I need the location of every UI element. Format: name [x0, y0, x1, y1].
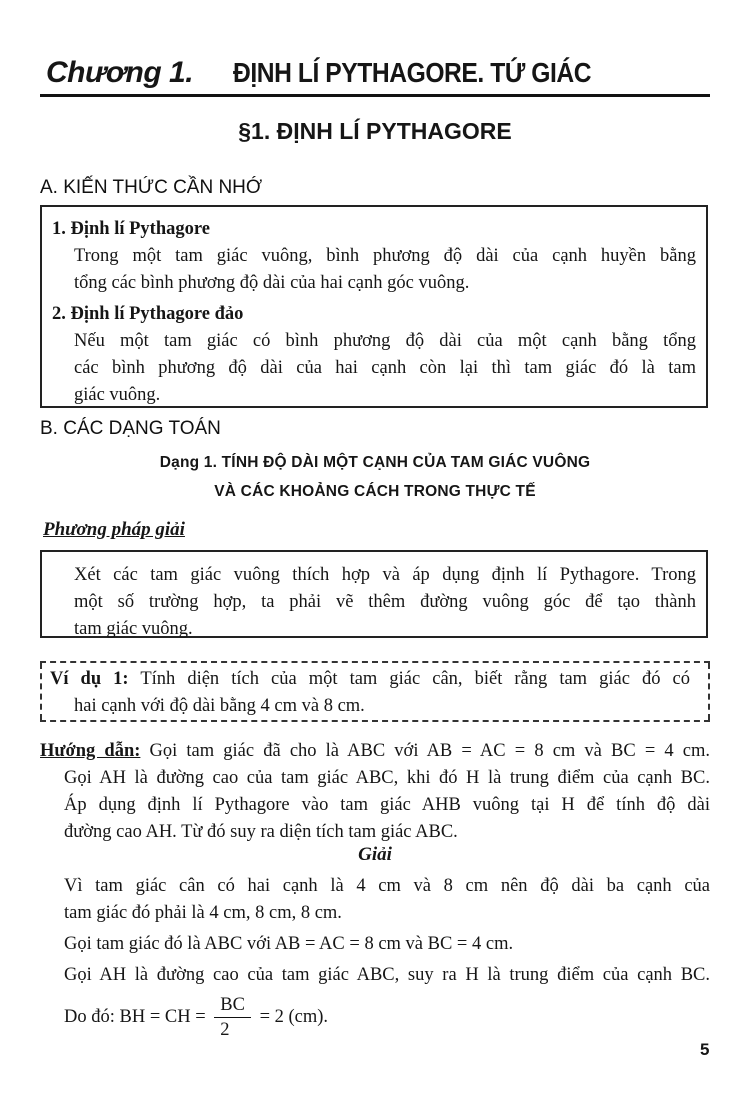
part-a-heading: A. KIẾN THỨC CẦN NHỚ — [40, 177, 263, 198]
example-box-right-border — [708, 663, 710, 720]
method-line: tam giác vuông. — [74, 619, 193, 639]
guide-label: Hướng dẫn: — [40, 741, 141, 761]
method-heading: Phương pháp giải — [43, 519, 185, 540]
converse-line: các bình phương độ dài của hai cạnh còn lại thì tam giác đó là tam — [74, 358, 696, 378]
part-b-heading: B. CÁC DẠNG TOÁN — [40, 418, 221, 439]
problem-type-subtitle: VÀ CÁC KHOẢNG CÁCH TRONG THỰC TẾ — [214, 483, 536, 500]
theorem-line: Trong một tam giác vuông, bình phương độ dài của cạnh huyền bằng — [74, 246, 696, 266]
problem-type-title: Dạng 1. TÍNH ĐỘ DÀI MỘT CẠNH CỦA TAM GIÁC VUÔNG — [159, 454, 591, 471]
formula-suffix: = 2 (cm). — [259, 1006, 329, 1027]
converse-theorem-title: 2. Định lí Pythagore đảo — [52, 304, 244, 324]
chapter-title: ĐỊNH LÍ PYTHAGORE. TỨ GIÁC — [233, 57, 592, 88]
method-line: Xét các tam giác vuông thích hợp và áp dụng định lí Pythagore. Trong — [74, 565, 696, 585]
formula-prefix: Do đó: BH = CH = — [64, 1006, 206, 1027]
example-box-left-border — [40, 663, 42, 720]
section-title: §1. ĐỊNH LÍ PYTHAGORE — [238, 118, 512, 144]
example-text — [50, 666, 690, 720]
solution-line: Gọi AH là đường cao của tam giác ABC, suy ra H là trung điểm của cạnh BC. — [64, 965, 710, 985]
example-line: Tính diện tích của một tam giác cân, biết rằng tam giác đó có — [128, 669, 690, 689]
fraction-numerator: BC — [214, 993, 251, 1018]
converse-line: giác vuông. — [74, 385, 161, 405]
chapter-header — [40, 54, 710, 97]
knowledge-box — [40, 205, 708, 408]
theorem-line: tổng các bình phương độ dài của hai cạnh góc vuông. — [74, 273, 470, 293]
guide-block — [40, 738, 710, 846]
fraction — [214, 993, 251, 1042]
solution-title: Giải — [358, 844, 392, 865]
guide-line: Gọi tam giác đã cho là ABC với AB = AC = 8 cm và BC = 4 cm. — [140, 741, 710, 761]
solution-line: Vì tam giác cân có hai cạnh là 4 cm và 8 cm nên độ dài ba cạnh của — [64, 876, 710, 896]
chapter-number: Chương 1. — [46, 56, 194, 89]
method-box — [40, 550, 708, 638]
converse-line: Nếu một tam giác có bình phương độ dài của một cạnh bằng tổng — [74, 331, 696, 351]
solution-line: Gọi tam giác đó là ABC với AB = AC = 8 cm và BC = 4 cm. — [64, 934, 514, 954]
guide-line: đường cao AH. Từ đó suy ra diện tích tam giác ABC. — [64, 822, 458, 842]
method-line: một số trường hợp, ta phải vẽ thêm đường vuông góc để tạo thành — [74, 592, 696, 612]
solution-line: tam giác đó phải là 4 cm, 8 cm, 8 cm. — [64, 903, 342, 923]
guide-line: Áp dụng định lí Pythagore vào tam giác AHB vuông tại H để tính độ dài — [64, 795, 710, 815]
solution-block — [40, 873, 710, 1042]
fraction-denominator: 2 — [220, 1020, 230, 1040]
guide-line: Gọi AH là đường cao của tam giác ABC, khi đó H là trung điểm của cạnh BC. — [64, 768, 710, 788]
example-box — [40, 661, 710, 722]
example-line: hai cạnh với độ dài bằng 4 cm và 8 cm. — [74, 696, 365, 716]
example-label: Ví dụ 1: — [50, 669, 129, 689]
theorem-title: 1. Định lí Pythagore — [52, 219, 210, 239]
formula-line — [64, 993, 710, 1042]
page-number: 5 — [700, 1040, 710, 1059]
